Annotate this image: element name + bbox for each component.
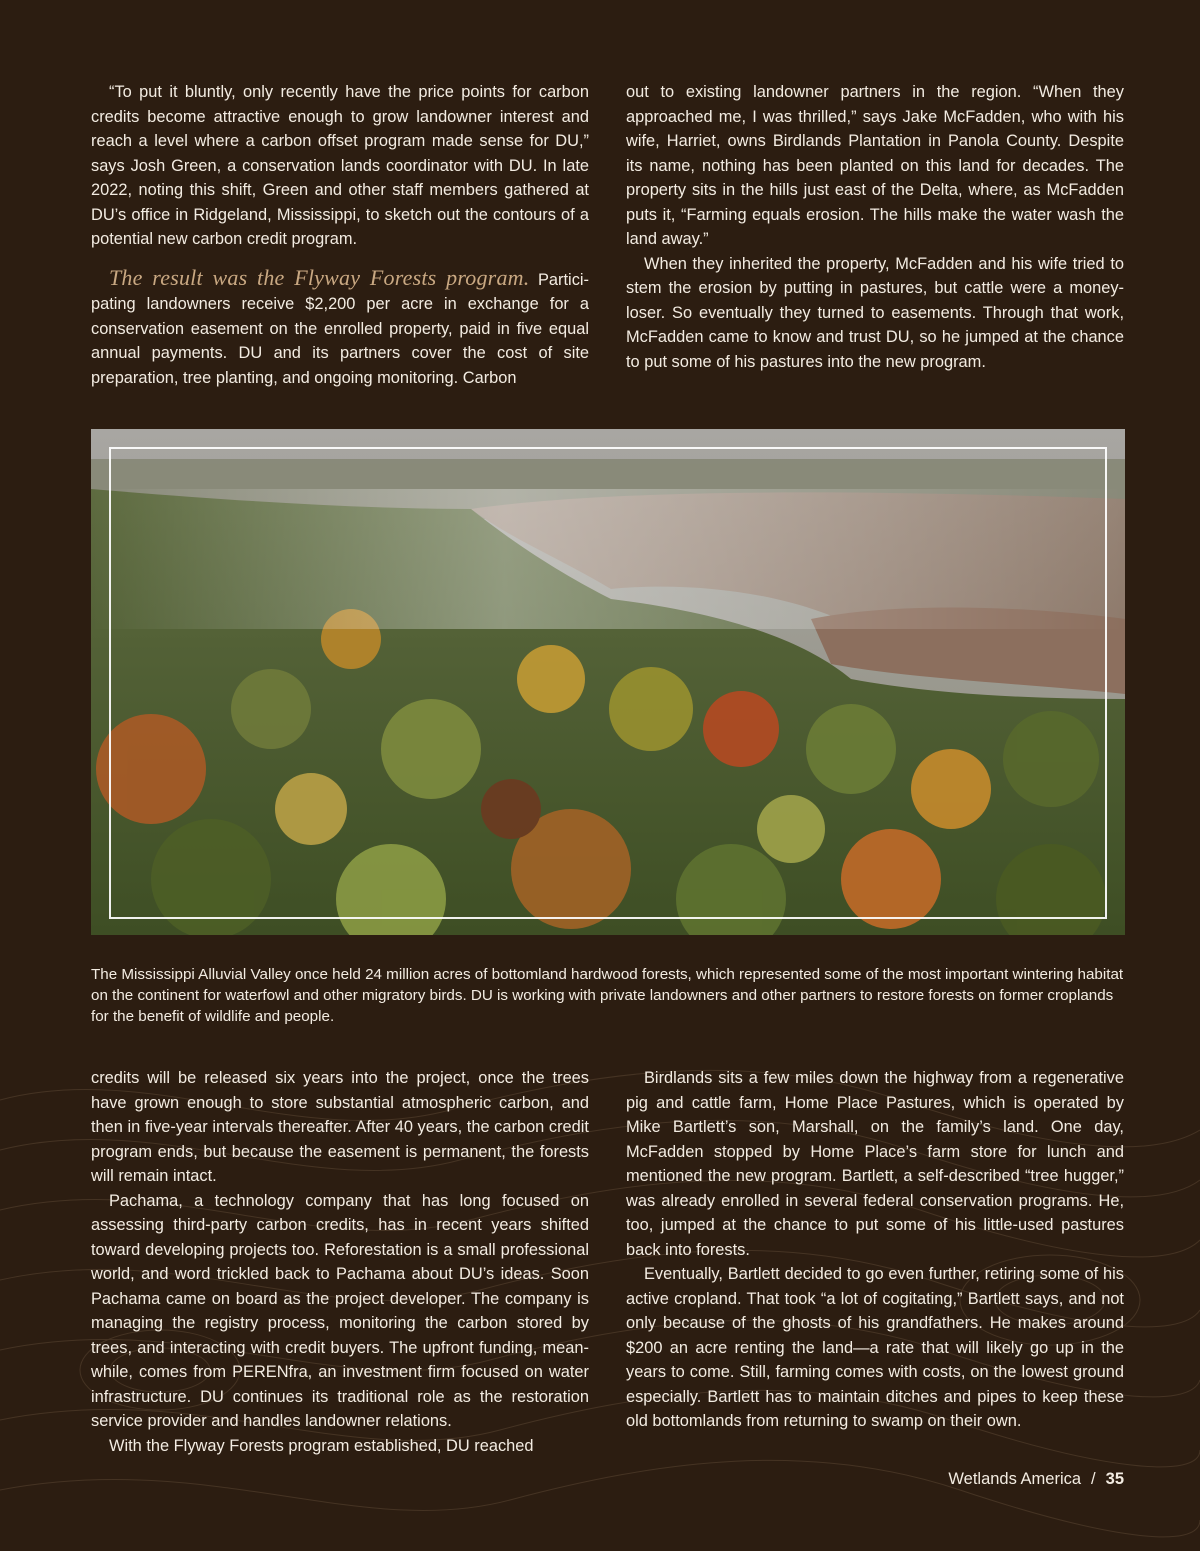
paragraph: Pachama, a technology company that has long focused on assessing third-party carbon credits, has in recent years shifted toward developing projects too. Reforestation is a small professional world, and word trickled back to Pachama about DU’s ideas. Soon Pachama came on board as the project developer. The company is managing the registry process, monitoring the carbon stored by trees, and interacting with credit buyers. The upfront funding, meanwhile, comes from PERENfra, an investment firm focused on water infrastructure. DU continues its traditional role as the restoration service provider and handles landowner relations. (91, 1191, 589, 1430)
column-bottom-left (91, 1066, 589, 1458)
paragraph: With the Flyway Forests program established, DU reached (109, 1436, 534, 1455)
paragraph: Eventually, Bartlett decided to go even further, retiring some of his active cropland. That took “a lot of cogitating,” Bartlett says, and not only because of the ghosts of his grandfathers. He makes around $200 an acre renting the land—a rate that will likely go up in the years to come. Still, farming comes with costs, on the lowest ground especially. Bartlett has to maintain ditches and pipes to keep these old bottomlands from returning to swamp on their own. (626, 1265, 1124, 1430)
aerial-forest-photo (91, 429, 1125, 935)
paragraph (91, 266, 589, 391)
footer-separator: / (1091, 1470, 1096, 1488)
column-top-left (91, 80, 589, 390)
paragraph-text: Participating landowners receive $2,200 per acre in exchange for a conservation easement on the enrolled property, paid in five equal annual payments. DU and its partners cover the cost of site preparation, tree planting, and ongoing monitoring. Carbon (91, 270, 589, 387)
paragraph: Birdlands sits a few miles down the highway from a regenerative pig and cattle farm, Home Place Pastures, which is operated by Mike Bartlett’s son, Marshall, on the family’s land. One day, McFadden stopped by Home Place’s farm store for lunch and mentioned the new program. Bartlett, a self-described “tree hugger,” was already enrolled in several federal conservation programs. He, too, jumped at the chance to put some of his little-used pastures back into forests. (626, 1069, 1124, 1259)
section-lede: The result was the Flyway Forests program. (109, 264, 530, 290)
photo-frame-border (109, 447, 1107, 919)
photo-caption: The Mississippi Alluvial Valley once held 24 million acres of bottomland hardwood forests, which represented some of the most important wintering habitat on the continent for waterfowl and other migratory birds. DU is working with private landowners and other partners to restore forests on former croplands for the benefit of wildlife and people. (91, 966, 1124, 1025)
paragraph: credits will be released six years into the project, once the trees have grown enough to store substantial atmospheric carbon, and then in five-year intervals thereafter. After 40 years, the carbon credit program ends, but because the easement is permanent, the forests will remain intact. (91, 1069, 589, 1185)
paragraph: out to existing landowner partners in the region. “When they approached me, I was thrilled,” says Jake McFadden, who with his wife, Harriet, owns Birdlands Plantation in Panola County. Despite its name, nothing has been planted on this land for decades. The property sits in the hills just east of the Delta, where, as McFadden puts it, “Farming equals erosion. The hills make the water wash the land away.” (626, 83, 1124, 248)
publication-name: Wetlands America (948, 1470, 1082, 1488)
page-number: 35 (1105, 1470, 1124, 1488)
column-bottom-right (626, 1066, 1124, 1434)
paragraph: When they inherited the property, McFadden and his wife tried to stem the erosion by putting in pastures, but cattle were a money-loser. So eventually they turned to easements. Through that work, McFadden came to know and trust DU, so he jumped at the chance to put some of his pastures into the new program. (626, 254, 1124, 371)
page-footer (948, 1470, 1124, 1489)
column-top-right (626, 80, 1124, 374)
paragraph: “To put it bluntly, only recently have the price points for carbon credits become attractive enough to grow landowner interest and reach a level where a carbon offset program made sense for DU,” says Josh Green, a conservation lands coordinator with DU. In late 2022, noting this shift, Green and other staff members gathered at DU’s office in Ridgeland, Mississippi, to sketch out the contours of a potential new carbon credit program. (91, 83, 589, 248)
